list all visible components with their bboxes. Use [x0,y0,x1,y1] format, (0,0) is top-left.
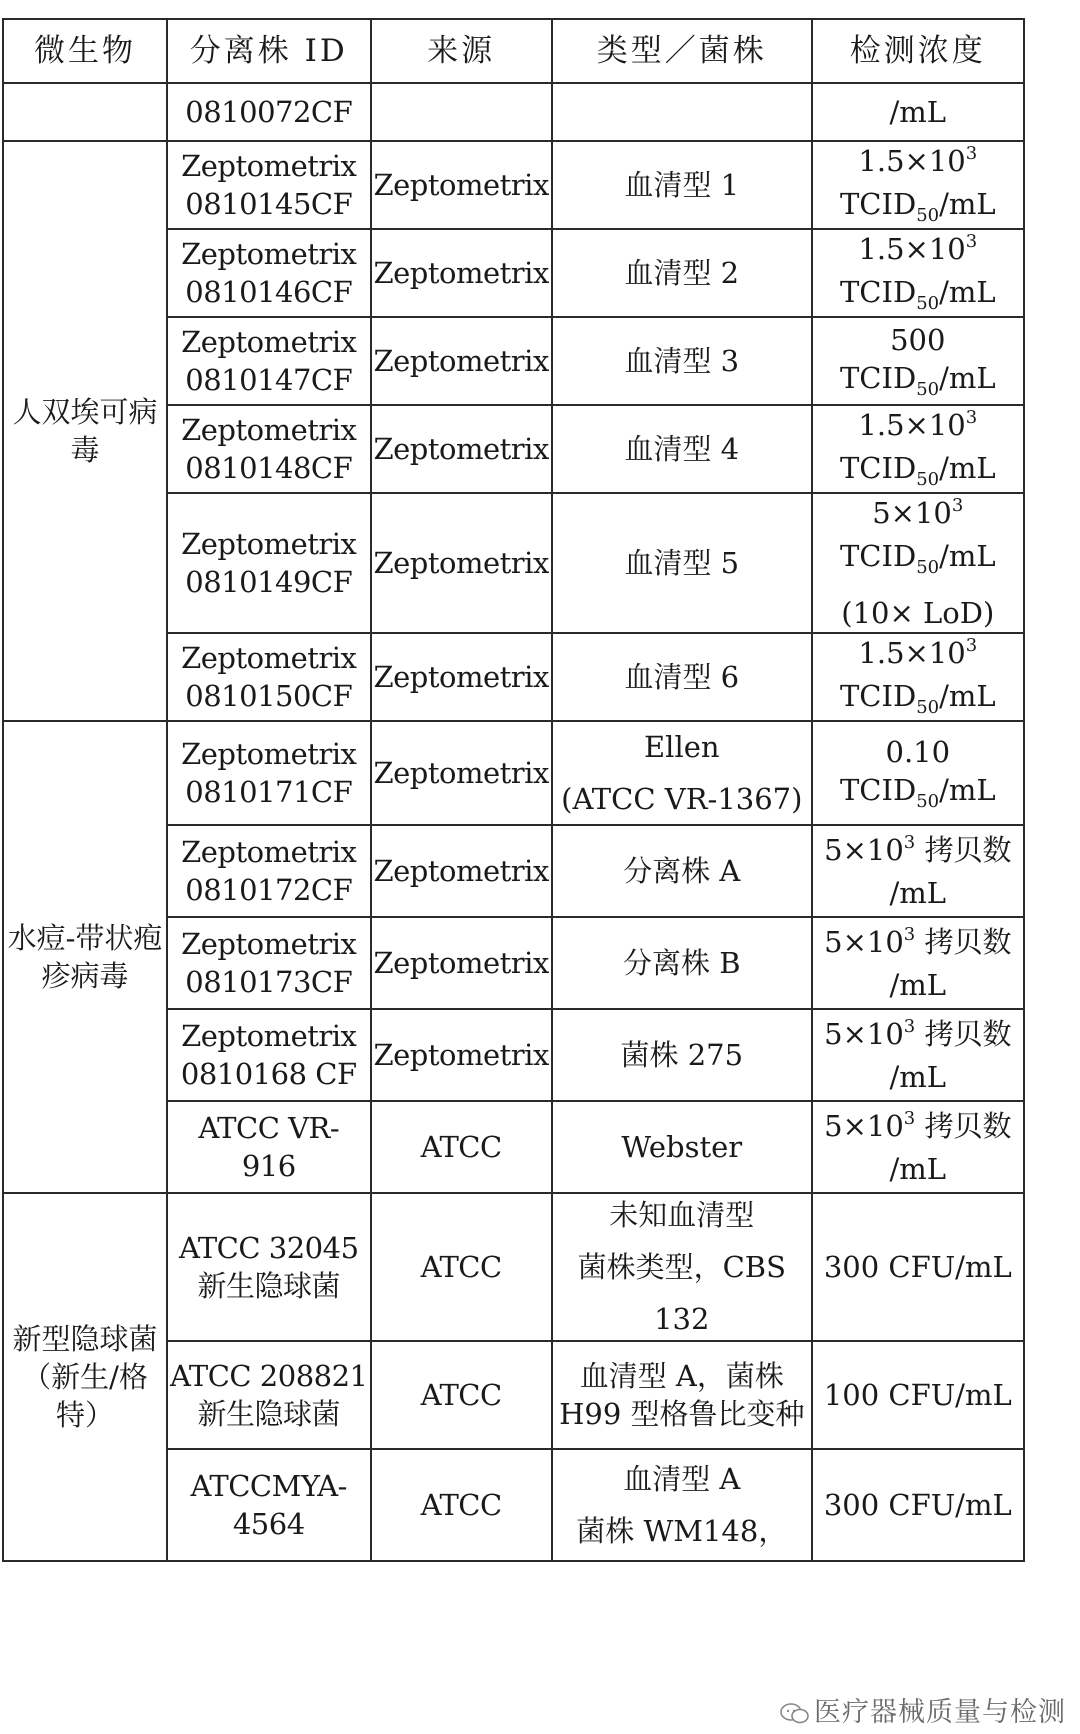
source-text: Zeptometrix [373,344,549,378]
isolate-id-line: ATCCMYA- [190,1469,347,1503]
header-source: 来源 [371,19,552,83]
concentration-line: 300 CFU/mL [823,1250,1012,1284]
type-strain-cell [552,1193,812,1341]
microbe-name-line: （新生/格 [22,1360,148,1394]
isolate-id-cell [167,141,371,229]
type-strain-cell [552,229,812,317]
source-text: ATCC [420,1130,502,1164]
isolate-id-line: 0810147CF [185,363,353,397]
concentration-unit-text: 拷贝数 [915,924,1012,959]
microbe-cell [3,83,167,141]
source-text: Zeptometrix [373,256,549,290]
type-strain-line: 血清型 3 [624,344,740,378]
type-strain-line: Ellen [644,730,720,764]
type-strain-cell [552,633,812,721]
concentration-exponent: 3 [903,831,916,853]
microbe-name-line: 水痘-带状疱 [7,921,163,955]
source-cell [371,405,552,493]
header-type-strain: 类型／菌株 [552,19,812,83]
table-row [3,721,1024,825]
type-strain-cell [552,83,812,141]
type-strain-cell [552,1101,812,1193]
unit-prefix: TCID [839,772,917,807]
isolate-id-line: 0810072CF [185,95,353,129]
source-cell [371,917,552,1009]
source-cell [371,825,552,917]
type-strain-line: 血清型 5 [624,546,740,580]
isolate-id-line: ATCC 32045 [178,1231,359,1265]
concentration-base: 1.5×10 [858,144,966,178]
isolate-id-line: 4564 [232,1507,305,1541]
isolate-id-line: 916 [241,1149,296,1183]
concentration-unit [815,771,1021,814]
isolate-id-line: 0810149CF [185,565,353,599]
concentration-cell [812,825,1024,917]
microbe-cell [3,721,167,1193]
unit-suffix: /mL [939,772,996,807]
concentration-cell [812,917,1024,1009]
isolate-id-line: 0810172CF [185,873,353,907]
unit-subscript: 50 [916,557,940,578]
source-text: Zeptometrix [373,660,549,694]
concentration-cell [812,83,1024,141]
concentration-base: 0.10 [885,734,951,769]
isolate-id-line: 0810146CF [185,275,353,309]
unit-subscript: 50 [916,469,940,490]
isolate-id-line: Zeptometrix [181,325,357,359]
isolate-id-line: 新生隐球菌 [197,1269,340,1303]
concentration-base: 1.5×10 [858,408,966,442]
wechat-icon [780,1703,810,1725]
type-strain-cell [552,1009,812,1101]
type-strain-line: 菌株 275 [620,1038,744,1072]
unit-subscript: 50 [916,378,940,400]
source-text: Zeptometrix [373,168,549,202]
type-strain-line: 血清型 1 [624,168,740,202]
source-cell [371,317,552,405]
unit-suffix: /mL [939,679,996,713]
source-text: ATCC [420,1378,502,1412]
isolate-id-line: Zeptometrix [181,835,357,869]
concentration-cell [812,317,1024,405]
unit-suffix: /mL [939,275,996,309]
source-cell [371,229,552,317]
concentration-unit [815,185,1021,228]
concentration-base: 5×10 [824,832,904,867]
isolate-id-cell [167,917,371,1009]
header-isolate-id: 分离株 ID [167,19,371,83]
concentration-value [815,733,1021,771]
concentration-line: 100 CFU/mL [823,1378,1012,1412]
source-text: Zeptometrix [373,854,549,888]
concentration-unit: /mL [889,1059,947,1094]
concentration-exponent: 3 [965,143,978,164]
concentration-base: 5×10 [872,496,952,530]
concentration-unit [815,677,1021,720]
table-row [3,1193,1024,1341]
concentration-value [815,923,1021,966]
isolate-id-line: ATCC VR- [198,1111,340,1145]
watermark-text: 医疗器械质量与检测 [814,1697,1066,1728]
type-strain-line: 血清型 A，菌株 [579,1359,784,1393]
concentration-value [815,142,1021,185]
concentration-value [815,634,1021,677]
concentration-unit: /mL [889,967,947,1002]
type-strain-line: 分离株 B [623,946,741,980]
source-cell [371,1341,552,1449]
concentration-unit-text: 拷贝数 [915,1108,1012,1143]
isolate-id-cell [167,493,371,633]
isolate-id-cell [167,83,371,141]
type-strain-cell [552,917,812,1009]
type-strain-line: 132 [654,1302,710,1336]
unit-subscript: 50 [916,697,940,718]
type-strain-cell [552,141,812,229]
concentration-exponent: 3 [903,1107,916,1129]
concentration-exponent: 3 [965,635,978,656]
isolate-id-cell [167,1341,371,1449]
isolate-id-line: Zeptometrix [181,527,357,561]
source-cell [371,141,552,229]
unit-suffix: /mL [939,539,996,573]
concentration-unit [815,359,1021,402]
concentration-cell [812,493,1024,633]
source-text: ATCC [420,1250,502,1284]
unit-subscript: 50 [916,790,940,812]
concentration-cell [812,1341,1024,1449]
microbe-name-line: 毒 [70,433,100,467]
isolate-id-line: Zeptometrix [181,237,357,271]
isolate-id-line: Zeptometrix [181,149,357,183]
isolate-id-cell [167,405,371,493]
concentration-unit: /mL [889,1151,947,1186]
concentration-cell [812,229,1024,317]
isolate-id-cell [167,633,371,721]
isolate-id-cell [167,317,371,405]
type-strain-line: H99 型格鲁比变种 [559,1397,805,1431]
table-row [3,83,1024,141]
isolate-id-cell [167,1101,371,1193]
type-strain-line: 血清型 A [623,1462,741,1496]
type-strain-line: (ATCC VR-1367) [561,782,803,816]
source-cell [371,1101,552,1193]
concentration-note: (10× LoD) [841,596,995,630]
concentration-line: /mL [889,95,947,129]
watermark [780,1690,1066,1729]
concentration-base: 1.5×10 [858,232,966,266]
type-strain-cell [552,317,812,405]
unit-prefix: TCID [839,451,917,485]
concentration-unit [815,273,1021,316]
isolate-id-line: 0810173CF [185,965,353,999]
concentration-value [815,831,1021,874]
isolate-id-line: 0810145CF [185,187,353,221]
concentration-cell [812,1449,1024,1561]
microbe-cell [3,1193,167,1561]
header-microbe: 微生物 [3,19,167,83]
concentration-unit [815,449,1021,492]
header-concentration: 检测浓度 [812,19,1024,83]
isolate-id-line: Zeptometrix [181,1019,357,1053]
isolate-id-line: ATCC 208821 [170,1359,368,1393]
concentration-cell [812,1193,1024,1341]
type-strain-line: 菌株类型，CBS [577,1250,786,1284]
source-text: ATCC [420,1488,502,1522]
microbe-name-line: 特） [55,1398,114,1432]
microbe-name-line: 疹病毒 [41,959,129,993]
concentration-cell [812,1101,1024,1193]
isolate-id-line: Zeptometrix [181,641,357,675]
concentration-cell [812,721,1024,825]
concentration-unit: /mL [889,875,947,910]
type-strain-cell [552,493,812,633]
concentration-cell [812,141,1024,229]
concentration-cell [812,405,1024,493]
source-cell [371,83,552,141]
microbe-cell [3,141,167,721]
concentration-line: 300 CFU/mL [823,1488,1012,1522]
type-strain-cell [552,1341,812,1449]
type-strain-line: Webster [621,1130,743,1164]
unit-prefix: TCID [839,187,917,221]
unit-subscript: 50 [916,205,940,226]
concentration-cell [812,1009,1024,1101]
microbe-name-line: 新型隐球菌 [12,1322,158,1356]
unit-prefix: TCID [839,539,917,573]
unit-prefix: TCID [839,679,917,713]
concentration-unit [815,537,1021,580]
data-table [2,18,1025,1562]
type-strain-cell [552,825,812,917]
isolate-id-line: 0810171CF [185,775,353,809]
concentration-value [815,1107,1021,1150]
concentration-exponent: 3 [965,231,978,252]
type-strain-cell [552,721,812,825]
unit-prefix: TCID [839,275,917,309]
isolate-id-line: 0810150CF [185,679,353,713]
concentration-value [815,494,1021,537]
source-cell [371,1193,552,1341]
isolate-id-line: Zeptometrix [181,413,357,447]
concentration-base: 5×10 [824,1108,904,1143]
type-strain-line: 血清型 4 [624,432,740,466]
isolate-id-cell [167,1193,371,1341]
concentration-base: 500 [890,322,946,357]
isolate-id-cell [167,1449,371,1561]
concentration-base: 5×10 [824,1016,904,1051]
microbe-name-line: 人双埃可病 [12,395,158,429]
isolate-id-cell [167,721,371,825]
isolate-id-cell [167,229,371,317]
concentration-base: 5×10 [824,924,904,959]
source-text: Zeptometrix [373,1038,549,1072]
isolate-id-line: 0810148CF [185,451,353,485]
source-cell [371,1009,552,1101]
type-strain-line: 分离株 A [623,854,741,888]
concentration-unit-text: 拷贝数 [915,1016,1012,1051]
unit-suffix: /mL [939,360,996,395]
source-cell [371,721,552,825]
isolate-id-line: Zeptometrix [181,927,357,961]
source-text: Zeptometrix [373,432,549,466]
unit-subscript: 50 [916,293,940,314]
concentration-unit-text: 拷贝数 [915,832,1012,867]
source-text: Zeptometrix [373,946,549,980]
concentration-value [815,1015,1021,1058]
type-strain-cell [552,405,812,493]
concentration-exponent: 3 [965,407,978,428]
isolate-id-line: 新生隐球菌 [197,1397,340,1431]
unit-suffix: /mL [939,451,996,485]
source-cell [371,1449,552,1561]
source-text: Zeptometrix [373,546,549,580]
source-cell [371,493,552,633]
concentration-value [815,321,1021,359]
concentration-exponent: 3 [951,495,964,516]
source-text: Zeptometrix [373,756,549,790]
type-strain-line: 血清型 6 [624,660,740,694]
unit-prefix: TCID [839,360,917,395]
isolate-id-line: 0810168 CF [180,1057,357,1091]
concentration-value [815,230,1021,273]
type-strain-line: 血清型 2 [624,256,740,290]
concentration-cell [812,633,1024,721]
concentration-exponent: 3 [903,1015,916,1037]
concentration-exponent: 3 [903,923,916,945]
concentration-value [815,406,1021,449]
type-strain-line: 未知血清型 [609,1198,755,1232]
concentration-base: 1.5×10 [858,636,966,670]
header-row [3,19,1024,83]
isolate-id-line: Zeptometrix [181,737,357,771]
isolate-id-cell [167,825,371,917]
table-row [3,141,1024,229]
isolate-id-cell [167,1009,371,1101]
type-strain-cell [552,1449,812,1561]
source-cell [371,633,552,721]
unit-suffix: /mL [939,187,996,221]
type-strain-line: 菌株 WM148， [576,1514,788,1548]
